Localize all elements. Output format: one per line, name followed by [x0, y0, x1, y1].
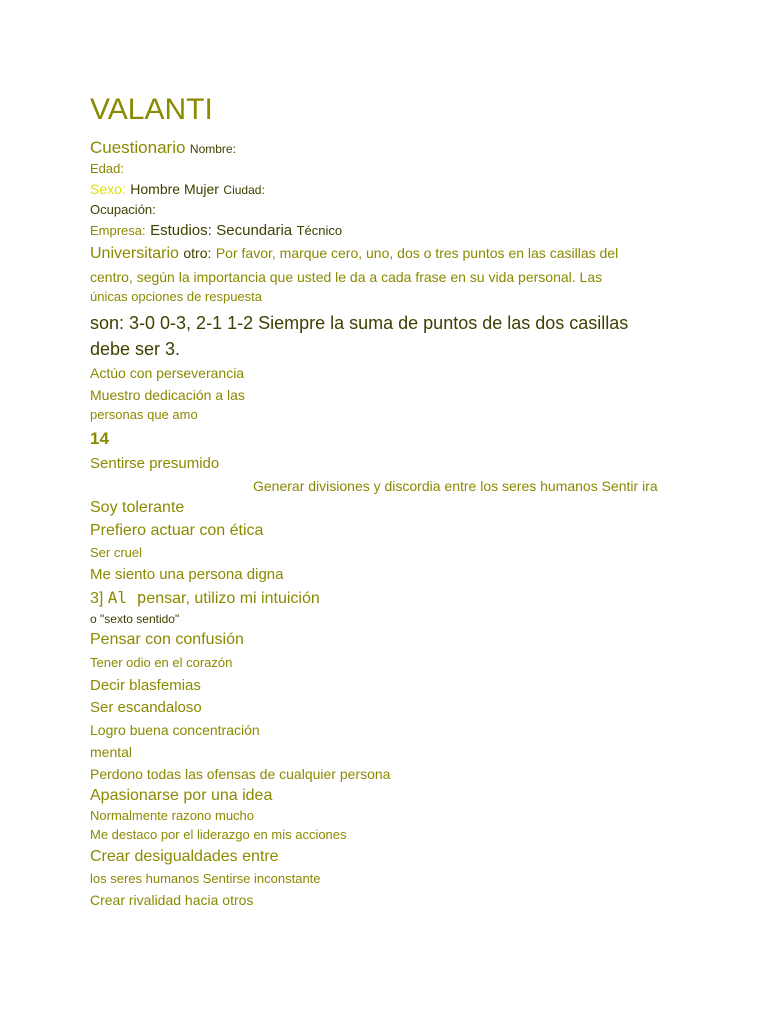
- item-concentracion: Logro buena concentración: [90, 722, 260, 738]
- item-etica: Prefiero actuar con ética: [90, 522, 264, 539]
- item-seres-humanos: los seres humanos Sentirse inconstante: [90, 871, 321, 886]
- empresa-line: [90, 222, 342, 240]
- item-digna: Me siento una persona digna: [90, 566, 284, 583]
- item-divisiones: Generar divisiones y discordia entre los seres humanos Sentir ira: [253, 478, 658, 494]
- field-nombre: Nombre:: [189, 142, 236, 156]
- item-odio: Tener odio en el corazón: [90, 655, 233, 670]
- sexo-options: Hombre Mujer: [130, 181, 219, 197]
- item-sexto-sentido: o "sexto sentido": [90, 612, 180, 626]
- subtitle: Cuestionario: [90, 138, 186, 157]
- item-apasionarse: Apasionarse por una idea: [90, 787, 273, 804]
- estudios-options: Secundaria: [216, 222, 293, 239]
- item-perdono: Perdono todas las ofensas de cualquier persona: [90, 766, 391, 782]
- item-desigualdades: Crear desigualdades entre: [90, 848, 279, 865]
- field-empresa: Empresa:: [90, 223, 146, 238]
- header-line: [90, 138, 236, 158]
- item-intuicion-text: ensar, utilizo mi intuición: [146, 590, 320, 607]
- item-tolerante: Soy tolerante: [90, 499, 185, 516]
- item-intuicion-mono: Al p: [107, 588, 147, 607]
- item-liderazgo: Me destaco por el liderazgo en mis acciones: [90, 827, 347, 842]
- item-cruel: Ser cruel: [90, 545, 143, 560]
- item-number: 14: [90, 429, 109, 448]
- option-universitario: Universitario: [90, 245, 179, 262]
- field-otro: otro:: [183, 245, 212, 261]
- item-dedicacion: Muestro dedicación a las: [90, 387, 245, 403]
- page-title: VALANTI: [90, 93, 213, 126]
- field-ciudad: Ciudad:: [223, 183, 265, 197]
- field-edad: Edad:: [90, 161, 124, 176]
- field-sexo: Sexo:: [90, 181, 126, 197]
- field-ocupacion: Ocupación:: [90, 202, 156, 217]
- item-mental: mental: [90, 744, 133, 760]
- sexo-line: [90, 181, 265, 199]
- instructions-text-4: son: 3-0 0-3, 2-1 1-2 Siempre la suma de puntos de las dos casillas: [90, 313, 629, 333]
- item-razono: Normalmente razono mucho: [90, 808, 255, 823]
- item-blasfemias: Decir blasfemias: [90, 677, 201, 694]
- instructions-text-3: únicas opciones de respuesta: [90, 289, 263, 304]
- instructions-text-1: Por favor, marque cero, uno, dos o tres puntos en las casillas del: [215, 245, 619, 261]
- item-escandaloso: Ser escandaloso: [90, 699, 202, 716]
- option-tecnico: Técnico: [296, 223, 343, 238]
- item-presumido: Sentirse presumido: [90, 455, 220, 472]
- item-intuicion-number: 3]: [90, 590, 104, 607]
- item-perseverancia: Actúo con perseverancia: [90, 365, 245, 381]
- instructions-line-1: [90, 245, 618, 263]
- item-intuicion: [90, 589, 320, 608]
- instructions-text-2: centro, según la importancia que usted le da a cada frase en su vida personal. Las: [90, 269, 603, 285]
- item-confusion: Pensar con confusión: [90, 631, 244, 648]
- item-personas: personas que amo: [90, 407, 198, 422]
- instructions-text-5: debe ser 3.: [90, 339, 181, 359]
- field-estudios: Estudios:: [150, 222, 212, 239]
- item-rivalidad: Crear rivalidad hacia otros: [90, 892, 254, 908]
